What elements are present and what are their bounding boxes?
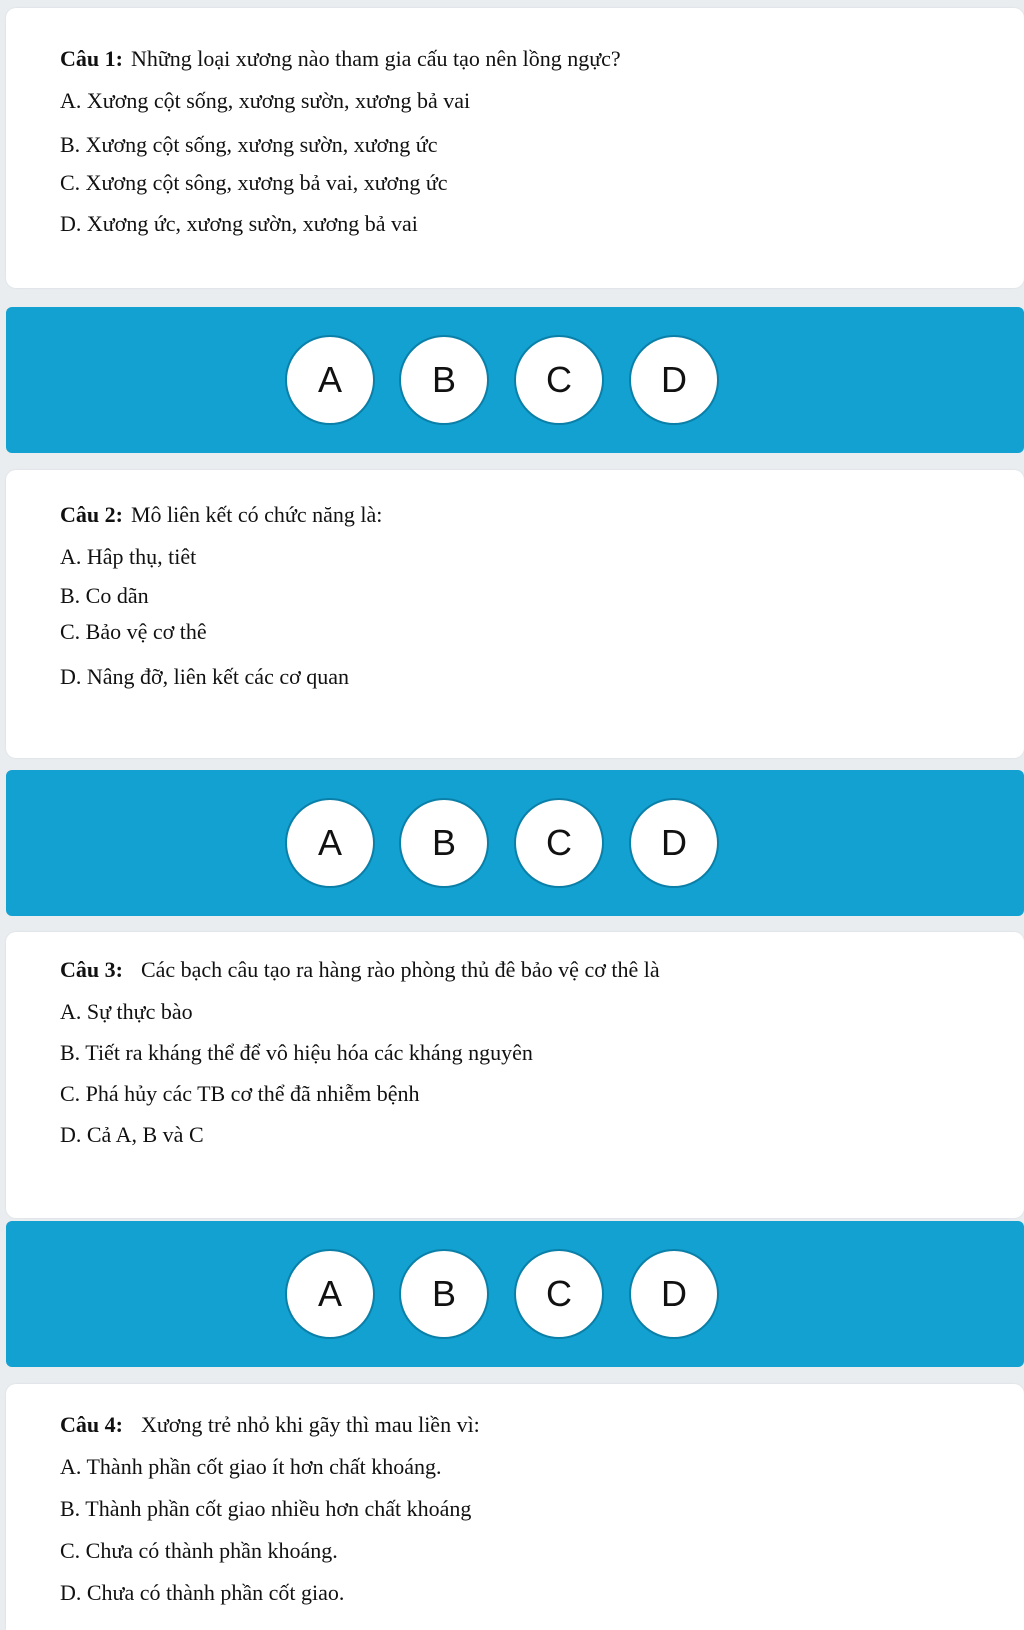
question-card-4 (6, 1384, 1024, 1630)
question-1-answer-b-button[interactable]: B (399, 335, 489, 425)
question-1-option-c: C. Xương cột sông, xương bả vai, xương ức (60, 170, 448, 195)
question-2-option-a: A. Hâp thụ, tiêt (60, 544, 197, 569)
question-number-1: Câu 1: (60, 46, 123, 71)
question-text-3: Các bạch câu tạo ra hàng rào phòng thủ đê bảo vệ cơ thê là (140, 957, 660, 982)
question-3-option-a: A. Sự thực bào (60, 999, 193, 1024)
question-card-3 (6, 932, 1024, 1218)
answer-band-2 (6, 770, 1024, 916)
question-1-answer-c-button[interactable]: C (514, 335, 604, 425)
question-1-answer-d-button[interactable]: D (629, 335, 719, 425)
question-title-1 (60, 46, 621, 72)
question-4-option-a: A. Thành phần cốt giao ít hơn chất khoáng. (60, 1454, 442, 1479)
question-2-answer-c-button[interactable]: C (514, 798, 604, 888)
question-4-option-d: D. Chưa có thành phần cốt giao. (60, 1580, 345, 1605)
question-text-2: Mô liên kết có chức năng là: (130, 502, 383, 527)
question-2-answer-a-button[interactable]: A (285, 798, 375, 888)
question-4-option-b: B. Thành phần cốt giao nhiều hơn chất khoáng (60, 1496, 472, 1521)
question-2-answer-b-button[interactable]: B (399, 798, 489, 888)
question-title-4 (60, 1412, 480, 1438)
question-1-option-a: A. Xương cột sống, xương sườn, xương bả vai (60, 88, 471, 113)
question-1-option-d: D. Xương ức, xương sườn, xương bả vai (60, 211, 418, 236)
question-title-3 (60, 957, 660, 983)
answer-band-3 (6, 1221, 1024, 1367)
question-3-answer-b-button[interactable]: B (399, 1249, 489, 1339)
question-2-option-c: C. Bảo vệ cơ thê (60, 619, 207, 644)
question-2-option-b: B. Co dãn (60, 583, 149, 608)
question-3-option-b: B. Tiết ra kháng thể để vô hiệu hóa các kháng nguyên (60, 1040, 533, 1065)
question-text-1: Những loại xương nào tham gia cấu tạo nên lồng ngực? (130, 46, 621, 71)
question-number-2: Câu 2: (60, 502, 123, 527)
answer-band-1 (6, 307, 1024, 453)
question-2-option-d: D. Nâng đỡ, liên kết các cơ quan (60, 664, 349, 689)
question-3-answer-c-button[interactable]: C (514, 1249, 604, 1339)
question-card-2 (6, 470, 1024, 758)
question-number-3: Câu 3: (60, 957, 123, 982)
question-card-1 (6, 8, 1024, 288)
question-4-option-c: C. Chưa có thành phần khoáng. (60, 1538, 338, 1563)
question-3-option-c: C. Phá hủy các TB cơ thể đã nhiễm bệnh (60, 1081, 420, 1106)
question-title-2 (60, 502, 382, 528)
question-3-answer-a-button[interactable]: A (285, 1249, 375, 1339)
question-2-answer-d-button[interactable]: D (629, 798, 719, 888)
question-1-answer-a-button[interactable]: A (285, 335, 375, 425)
question-3-answer-d-button[interactable]: D (629, 1249, 719, 1339)
question-text-4: Xương trẻ nhỏ khi gãy thì mau liền vì: (140, 1412, 480, 1437)
question-3-option-d: D. Cả A, B và C (60, 1122, 204, 1147)
question-1-option-b: B. Xương cột sống, xương sườn, xương ức (60, 132, 438, 157)
question-number-4: Câu 4: (60, 1412, 123, 1437)
